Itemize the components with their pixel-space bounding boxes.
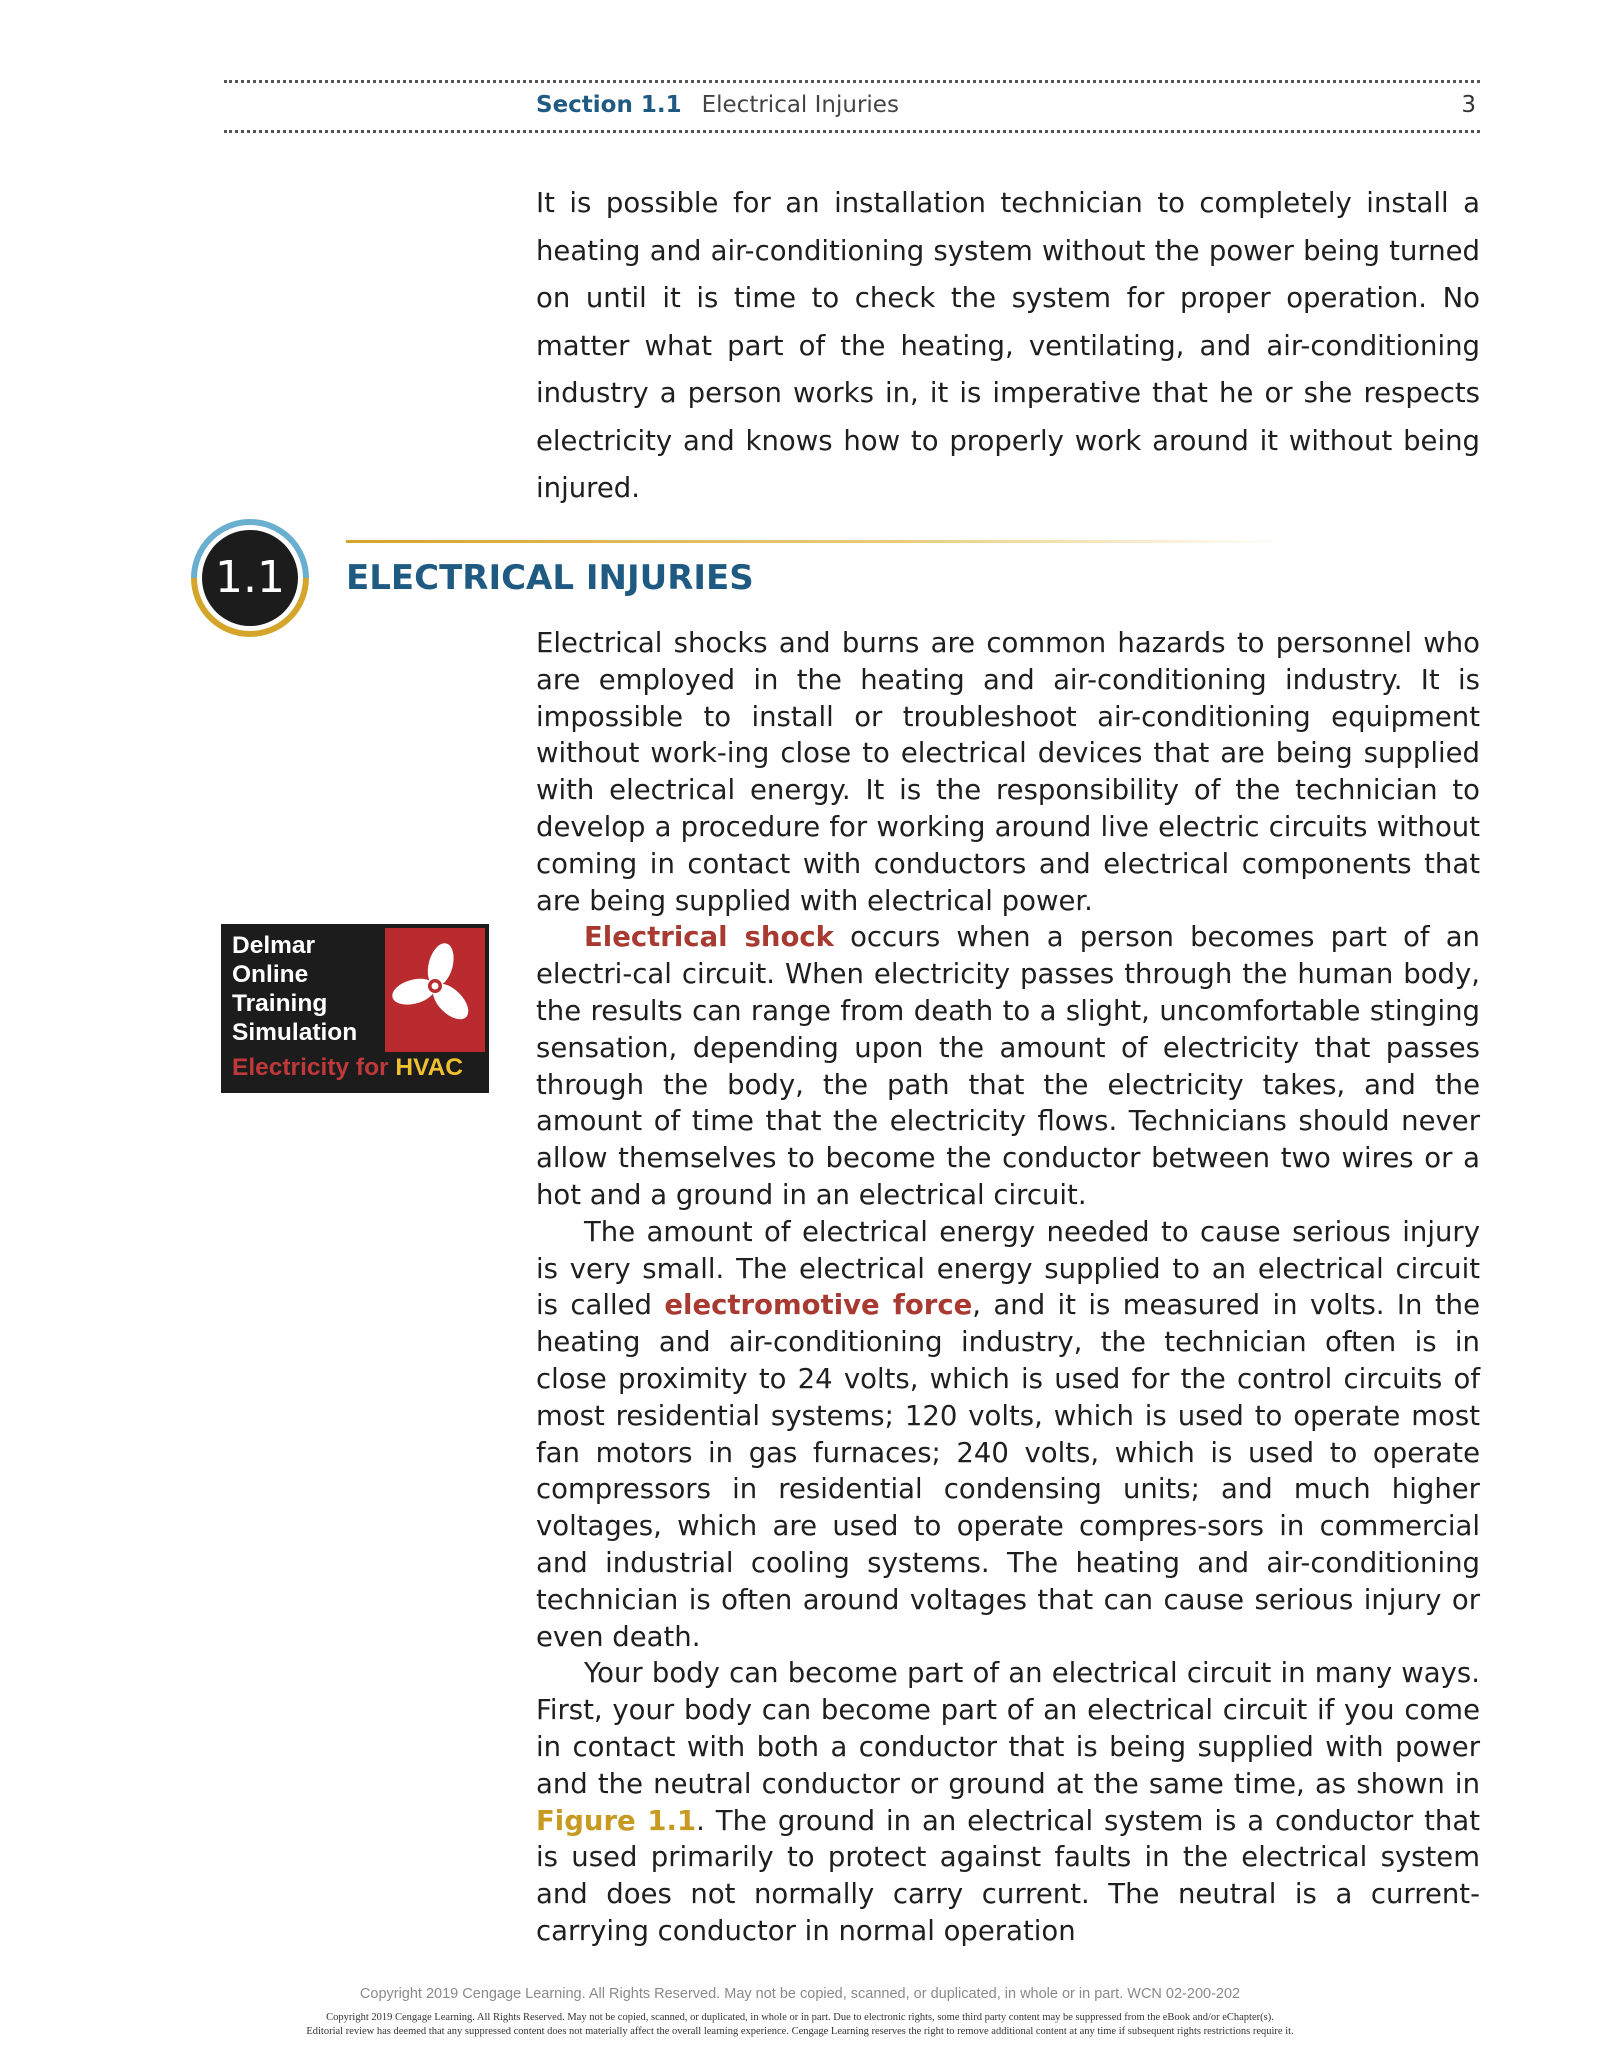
- header-rule-bottom: [224, 130, 1480, 133]
- logo-line-1: Delmar: [232, 932, 316, 959]
- copyright-notice: Copyright 2019 Cengage Learning. All Rights Reserved. May not be copied, scanned, or duplicated, in whole or in part. WCN 02-200-202: [359, 1986, 1241, 2002]
- logo-red-panel: [385, 928, 485, 1052]
- header-section-label: Section 1.1: [536, 92, 682, 118]
- intro-paragraph: It is possible for an installation technician to completely install a heating and air-conditioning system without the power being turned on until it is time to check the system for proper operation. No matter what part of the heating, ventilating, and air-conditioning industry a person works in, it is imperative that he or she respects electricity and knows how to properly work around it without being injured.: [536, 187, 1480, 504]
- section-title: ELECTRICAL INJURIES: [346, 558, 754, 598]
- delmar-simulation-logo: [221, 924, 489, 1093]
- fan-icon: [385, 928, 485, 1052]
- section-number: 1.1: [215, 552, 285, 603]
- footer-note-1: Copyright 2019 Cengage Learning. All Rights Reserved. May not be copied, scanned, or duplicated, in whole or in part. Due to electronic rights, some third party content may be suppressed from the eBook and/or eChapter(s).: [326, 2012, 1274, 2023]
- paragraph-4-start: Your body can become part of an electrical circuit in many ways. First, your body can become part of an electrical circuit if you come in contact with both a conductor that is being supplied with power and the neutral conductor or ground at the same time, as shown in: [536, 1657, 1480, 1800]
- footer-note-2: Editorial review has deemed that any suppressed content does not materially affect the overall learning experience. Cengage Learning reserves the right to remove additional content at any time if subsequent rights restrictions require it.: [306, 2026, 1294, 2037]
- running-header: [536, 92, 899, 118]
- paragraph-3: [536, 1214, 1480, 1656]
- section-title-rule: [346, 540, 1286, 543]
- logo-hvac-text: HVAC: [395, 1054, 463, 1081]
- term-electromotive-force: electromotive force: [664, 1289, 973, 1322]
- paragraph-3-text: , and it is measured in volts. In the heating and air-conditioning industry, the technician often is in close proximity to 24 volts, which is used for the control circuits of most residential systems; 120 volts, which is used to operate most fan motors in gas furnaces; 240 volts, which is used to operate compressors in residential condensing units; and much higher voltages, which are used to operate compres-sors in commercial and industrial cooling systems. The heating and air-conditioning technician is often around voltages that can cause serious injury or even death.: [536, 1289, 1480, 1653]
- paragraph-2-text: occurs when a person becomes part of an electri-cal circuit. When electricity passes through the human body, the results can range from death to a slight, uncomfortable stinging sensation, depending upon the amount of electricity that passes through the body, the path that the electricity takes, and the amount of time that the electricity flows. Technicians should never allow themselves to become the conductor between two wires or a hot and a ground in an electrical circuit.: [536, 921, 1480, 1211]
- paragraph-2: [536, 919, 1480, 1213]
- paragraph-4-text: . The ground in an electrical system is a conductor that is used primarily to protect against faults in the electrical system and does not normally carry current. The neutral is a current-carrying conductor in normal operation: [536, 1804, 1480, 1947]
- logo-line-3: Training: [232, 990, 328, 1017]
- paragraph-4: [536, 1655, 1480, 1949]
- paragraph-1: Electrical shocks and burns are common hazards to personnel who are employed in the heating and air-conditioning industry. It is impossible to install or troubleshoot air-conditioning equipment without work-ing close to electrical devices that are being supplied with electrical energy. It is the responsibility of the technician to develop a procedure for working around live electric circuits without coming in contact with conductors and electrical components that are being supplied with electrical power.: [536, 627, 1480, 917]
- paragraph-3-start: The amount of electrical energy needed to cause serious injury is very small. The electrical energy supplied to an electrical circuit is called: [536, 1215, 1480, 1322]
- section-body: [536, 625, 1480, 1950]
- header-rule-top: [224, 80, 1480, 83]
- logo-line-4: Simulation: [232, 1019, 358, 1046]
- term-electrical-shock: Electrical shock: [584, 921, 834, 954]
- logo-product-name: [232, 1054, 463, 1082]
- logo-electricity-text: Electricity for: [232, 1054, 396, 1081]
- figure-reference-link[interactable]: Figure 1.1: [536, 1804, 697, 1837]
- header-section-name: Electrical Injuries: [701, 92, 899, 118]
- page-number: 3: [1461, 92, 1476, 118]
- logo-line-2: Online: [232, 961, 309, 988]
